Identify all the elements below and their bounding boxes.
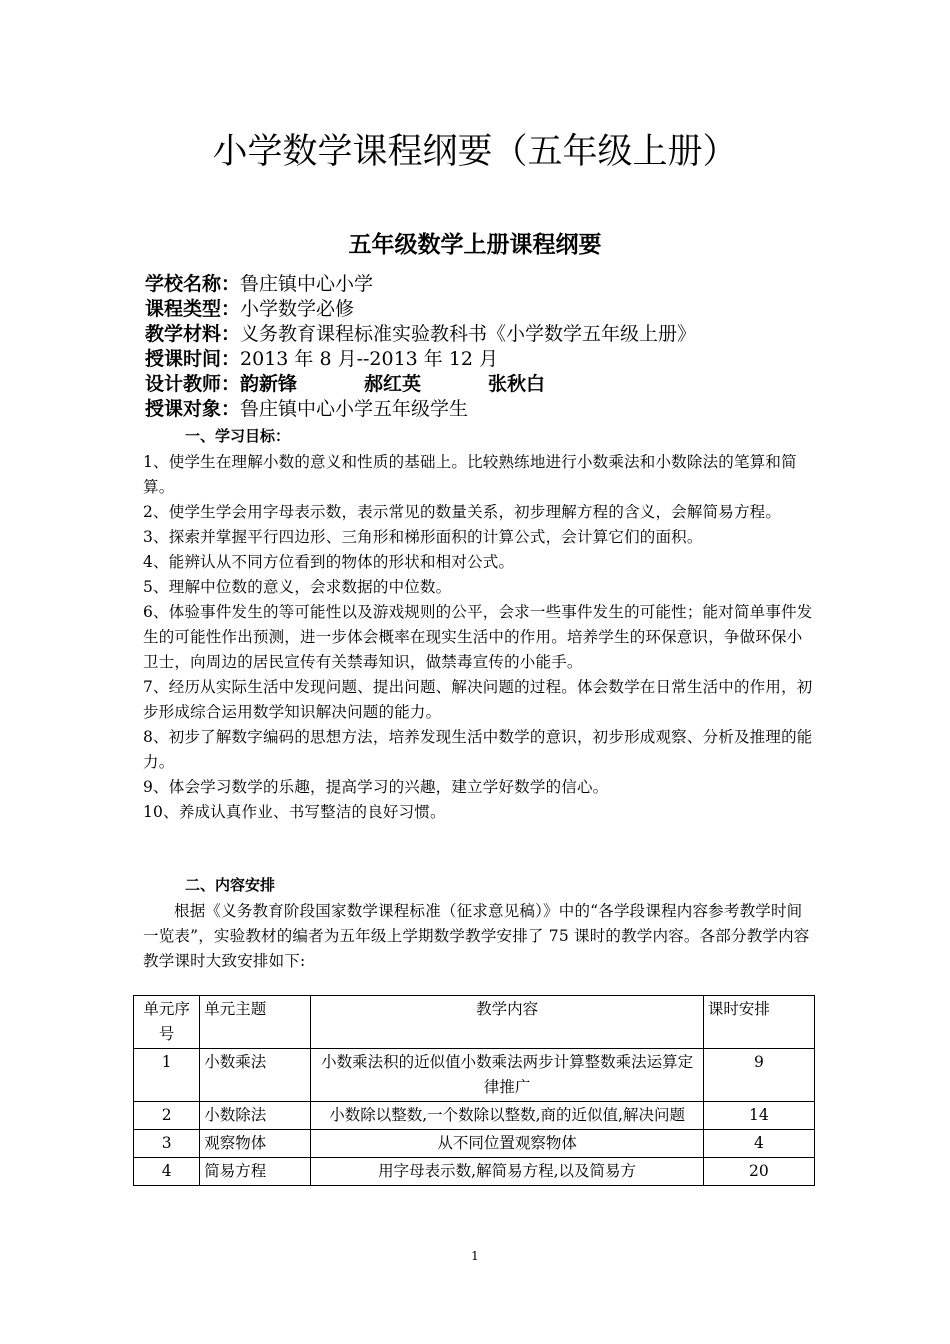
cell-unit-theme: 简易方程	[200, 1158, 311, 1186]
document-title: 小学数学课程纲要（五年级上册）	[212, 132, 738, 172]
materials-value: 义务教育课程标准实验教科书《小学数学五年级上册》	[240, 323, 697, 345]
cell-unit-number: 2	[134, 1102, 200, 1130]
school-value: 鲁庄镇中心小学	[240, 273, 374, 295]
header-class-hours: 课时安排	[703, 996, 814, 1049]
learning-goals-list	[143, 450, 813, 825]
goal-item: 10、养成认真作业、书写整洁的良好习惯。	[143, 803, 446, 821]
cell-class-hours: 20	[703, 1158, 814, 1186]
info-course-type	[145, 297, 845, 322]
cell-class-hours: 4	[703, 1130, 814, 1158]
goal-item: 1、使学生在理解小数的意义和性质的基础上。比较熟练地进行小数乘法和小数除法的笔算和简算。	[143, 453, 797, 496]
audience-value: 鲁庄镇中心小学五年级学生	[240, 398, 469, 420]
header-unit-theme: 单元主题	[200, 996, 311, 1049]
teacher-name: 郝红英	[364, 373, 422, 395]
cell-unit-number: 1	[134, 1049, 200, 1102]
goal-item: 9、体会学习数学的乐趣，提高学习的兴趣，建立学好数学的信心。	[143, 778, 609, 796]
table-row	[134, 1158, 815, 1186]
cell-class-hours: 14	[703, 1102, 814, 1130]
cell-teaching-content: 从不同位置观察物体	[311, 1130, 703, 1158]
cell-unit-theme: 小数除法	[200, 1102, 311, 1130]
cell-unit-number: 4	[134, 1158, 200, 1186]
cell-unit-number: 3	[134, 1130, 200, 1158]
goal-item: 4、能辨认从不同方位看到的物体的形状和相对公式。	[143, 553, 515, 571]
table-row	[134, 1130, 815, 1158]
cell-class-hours: 9	[703, 1049, 814, 1102]
content-intro-paragraph: 根据《义务教育阶段国家数学课程标准（征求意见稿）》中的“各学段课程内容参考教学时间一览表”，实验教材的编者为五年级上学期数学教学安排了 75 课时的教学内容。各部分教学内容教学课时大致安排如下:	[143, 902, 810, 970]
time-value: 2013 年 8 月--2013 年 12 月	[240, 348, 499, 370]
course-type-label: 课程类型：	[145, 298, 241, 320]
schedule-table	[133, 995, 815, 1186]
time-label: 授课时间：	[145, 348, 241, 370]
goal-item: 8、初步了解数字编码的思想方法，培养发现生活中数学的意识，初步形成观察、分析及推理的能力。	[143, 728, 813, 771]
info-teachers	[145, 372, 845, 397]
teacher-name: 张秋白	[488, 373, 546, 395]
teacher-name: 韵新锋	[240, 373, 298, 395]
cell-unit-theme: 观察物体	[200, 1130, 311, 1158]
goal-item: 5、理解中位数的意义，会求数据的中位数。	[143, 578, 452, 596]
goal-item: 7、经历从实际生活中发现问题、提出问题、解决问题的过程。体会数学在日常生活中的作用，初步形成综合运用数学知识解决问题的能力。	[143, 678, 813, 721]
cell-unit-theme: 小数乘法	[200, 1049, 311, 1102]
goal-item: 6、体验事件发生的等可能性以及游戏规则的公平，会求一些事件发生的可能性；能对简单事件发生的可能性作出预测，进一步体会概率在现实生活中的作用。培养学生的环保意识，争做环保小卫士，向周边的居民宣传有关禁毒知识，做禁毒宣传的小能手。	[143, 603, 813, 671]
section-heading-goals: 一、学习目标：	[185, 427, 291, 445]
header-teaching-content: 教学内容	[311, 996, 703, 1049]
info-time	[145, 347, 845, 372]
table-header-row	[134, 996, 815, 1049]
school-label: 学校名称：	[145, 273, 241, 295]
cell-teaching-content: 用字母表示数,解简易方程,以及简易方	[311, 1158, 703, 1186]
header-unit-number: 单元序号	[134, 996, 200, 1049]
table-row	[134, 1049, 815, 1102]
table-row	[134, 1102, 815, 1130]
info-audience	[145, 397, 845, 422]
goal-item: 2、使学生学会用字母表示数，表示常见的数量关系，初步理解方程的含义，会解简易方程。	[143, 503, 782, 521]
teachers-label: 设计教师：	[145, 373, 241, 395]
goal-item: 3、探索并掌握平行四边形、三角形和梯形面积的计算公式，会计算它们的面积。	[143, 528, 703, 546]
course-info	[145, 272, 845, 422]
materials-label: 教学材料：	[145, 323, 241, 345]
page-number: 1	[471, 1249, 479, 1263]
audience-label: 授课对象：	[145, 398, 241, 420]
info-materials	[145, 322, 845, 347]
document-subtitle: 五年级数学上册课程纲要	[348, 232, 602, 258]
cell-teaching-content: 小数除以整数,一个数除以整数,商的近似值,解决问题	[311, 1102, 703, 1130]
cell-teaching-content: 小数乘法积的近似值小数乘法两步计算整数乘法运算定律推广	[311, 1049, 703, 1102]
course-type-value: 小学数学必修	[240, 298, 355, 320]
section-heading-content: 二、内容安排	[185, 876, 276, 894]
info-school	[145, 272, 845, 297]
